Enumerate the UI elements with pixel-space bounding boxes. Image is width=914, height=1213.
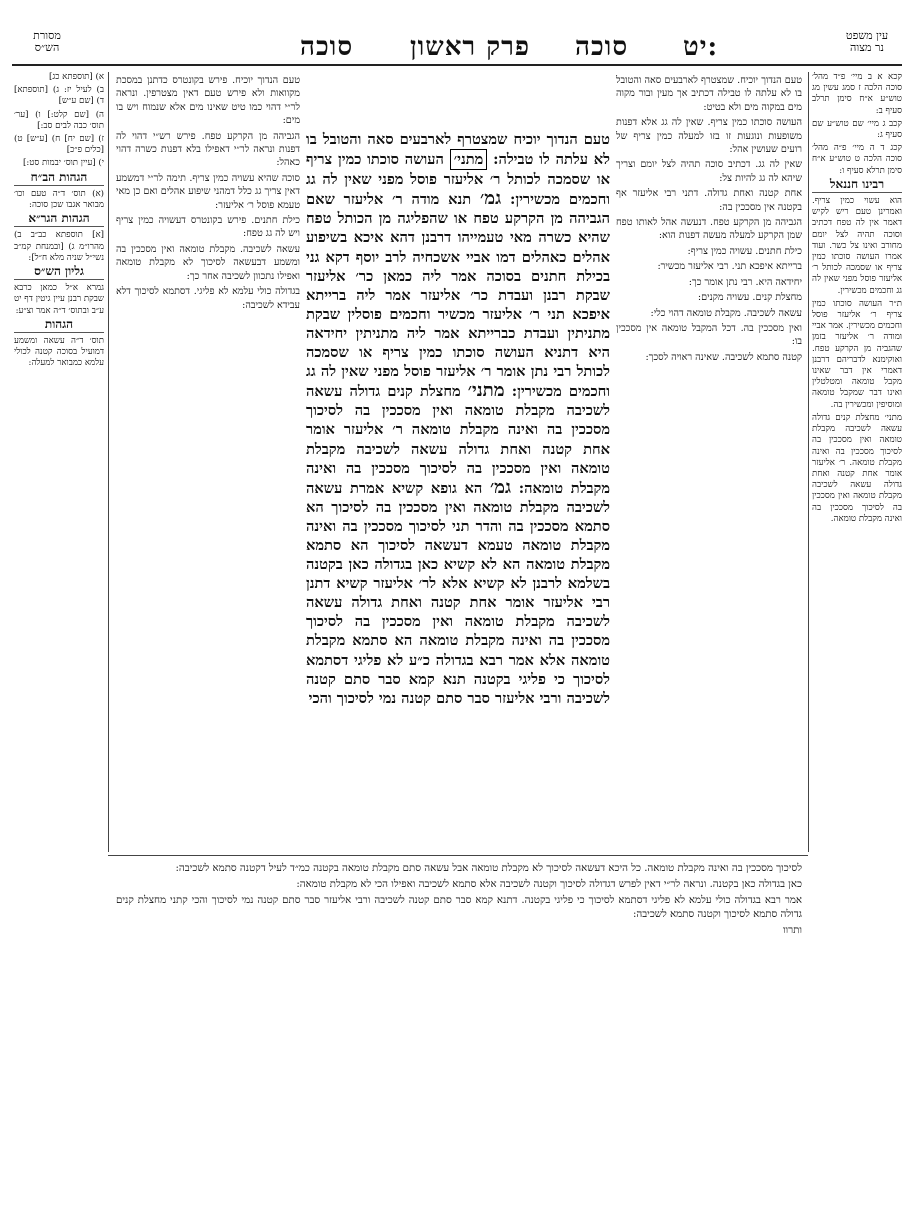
tractate-name-left: סוכה (300, 32, 354, 62)
tosafot-column (116, 74, 300, 852)
rashi-comment: הגביהה מן הקרקע טפח. דנעשה אהל לאותו טפח שמן הקרקע למעלה מעשה דפנות הוא: (616, 217, 802, 242)
rule-right-margin (808, 72, 809, 852)
ein-mishpat-label: עין משפט נר מצוה (845, 30, 889, 54)
mesoret-item: א) [תוספתא כג] (49, 72, 104, 82)
rashi-comment: מחצלת קנים. עשויה מקנים: (697, 292, 802, 304)
hagahot-text: תוס׳ ד״ה עשאה ומשמע דמועיל בסוכה קטנה לכולי עלמא כמבואר למעלה: (14, 336, 104, 369)
gemara-marker: גמ׳ (480, 188, 502, 210)
rule-left-margin (108, 72, 109, 852)
mishna-marker: מתני׳ (450, 149, 488, 170)
tosafot-comment: בגדולה כולי עלמא לא פליגי. דסתמא לסיכוך דלא עבידא לשכיבה: (116, 286, 300, 311)
gilyon-hashas-title: גליון הש״ס (14, 266, 104, 280)
rashi-comment: שאין לה גג. דכתיב סוכה תהיה לצל יומם וצריך שיהא לה גג להיות צל: (616, 159, 802, 184)
rashi-comment: קטנה סתמא לשכיבה. שאינה ראויה לסכך: (645, 351, 802, 363)
main-paragraph: מחצלת קנים גדולה עשאה לשכיבה מקבלת טומאה ואין מסככין בה לסיכוך מסככין בה ואינה מקבלת טומאה ר׳ אליעזר אומר אחת קטנה ואחת גדולה עשאה לשכיבה מקבלת טומאה ואין מסככין בה לסיכוך מסככין בה ואינה מקבלת טומאה: (306, 383, 610, 497)
hagahot-hagra-text: [א] תוספתא כב״ב ב) מהרו״מ ג) [ובמנחת קמ״ב נשי״ל שניה מלא ח״ל]: (14, 230, 104, 263)
footer-paragraph: לסיכוך מסככין בה ואינה מקבלת טומאה. כל היכא דעשאה לסיכוך לא מקבלת טומאה אבל עשאה סתם מקבלת טומאה בקטנה כמ״ד לעיל דקטנה סתמא לשכיבה: (175, 863, 802, 874)
mesoret-item: ז) [שם יח] ח) [ע״ש] ט) [כלים פ״כ] (14, 134, 104, 156)
rashi-column (616, 74, 802, 852)
footer-paragraph: כאן בגדולה כאן בקטנה. ונראה לר״י דאין לפרש דגדולה לסיכוך וקטנה לשכיבה אלא סתמא לשכיבה ואפילו הכי לא מקבלת טומאה: (296, 879, 802, 890)
ein-mishpat-entry: קכג ד ה מיי׳ פ״ה מהל׳ סוכה הלכה ט טוש״ע א״ח סימן תרלא סעיף ו: (812, 143, 902, 176)
rashi-comment: עשאה לשכיבה. מקבלת טומאה דהוי כלי: (650, 307, 802, 319)
mishna-marker-2: מתני׳ (467, 380, 505, 402)
rashi-comment: יחידאה היא. רבי נתן אומר כך: (688, 276, 802, 288)
footer-commentary (116, 862, 802, 1182)
rule-footer (108, 855, 808, 856)
rabbeinu-chananel-text: ת״ר העושה סוכתו כמין צריף ר׳ אליעזר פוסל וחכמים מכשירין. אמר אביי ומודה ר׳ אליעזר בזמן שהגביה מן הקרקע טפח. ואוקימנא לדבריהם דרבנן דאמרי אין דבר שאינו מקבל טומאה ומטלטלין ואינו דבר שמקבל טומאה ומוסיפין ומכשירין בה. (812, 298, 902, 410)
tosafot-comment: כילת חתנים. פירש בקונטרס דעשויה כמין צריף ויש לה גג טפח: (116, 215, 300, 240)
mesoret-list (14, 72, 104, 170)
tractate-name-right: סוכה (575, 32, 629, 62)
tosafot-comment: עשאה לשכיבה. מקבלת טומאה ואין מסככין בה ומשמע דבעשאה לסיכוך לא מקבלת טומאה ואפילו נתכוון לשכיבה אחר כך: (116, 243, 300, 282)
ein-mishpat-entry: קכא א ב מיי׳ פ״ד מהל׳ סוכה הלכה ז סמג עשין מג טוש״ע א״ח סימן תרלב סעיף ב: (812, 72, 902, 116)
right-margin-column (812, 72, 902, 852)
main-paragraph: הא גופא קשיא אמרת עשאה לשכיבה מקבלת טומאה ואין מסככין בה לסיכוך הא סתמא מסככין בה והדר תני לסיכוך מסככין בה ואינה מקבלת טומאה טעמא דעשאה לסיכוך הא סתמא מקבלת טומאה הא לא קשיא כאן בגדולה כאן בקטנה בשלמא לרבנן לא קשיא אלא לר׳ אליעזר קשיא דתנן רבי אליעזר אומר אחת קטנה ואחת גדולה עשאה לשכיבה מקבלת טומאה ואין מסככין בה לסיכוך מסככין בה ואינה מקבלת טומאה הא סתמא מקבלת טומאה אלא אמר רבא בגדולה כ״ע לא פליגי דסתמא לסיכוך כי פליגי בקטנה תנא קמא סבר סתם קטנה לשכיבה ורבי אליעזר סבר סתם קטנה נמי לסיכוך והכי (306, 479, 610, 707)
rabbeinu-chananel-title: רבינו חננאל (812, 179, 902, 193)
hagahot-hagra-title: הגהות הגר״א (14, 213, 104, 227)
hagahot-habach-text: (א) תוס׳ ד״ה טעם וכו׳ מבואר אגבו שכן סוכה: (14, 188, 104, 211)
mesoret-item: ה) [שם קלט:] ו) [ער׳ תוס׳ כבה לבים סב:] (14, 109, 104, 131)
rashi-comment: העושה סוכתו כמין צריף. שאין לה גג אלא דפנות משופעות ונוגעות זו בזו למעלה כמין צריף של רועים שעושין אהל: (616, 117, 802, 156)
rashi-comment: ברייתא איפכא תני. רבי אליעזר מכשיר: (657, 261, 802, 273)
hagahot-title: הגהות (14, 319, 104, 333)
rashi-comment: טעם הנדוך יוכיח. שמצטרף לארבעים סאה והטובל בו לא עלתה לו טבילה דכתיב אך מעין ובור מקוה מים במקוה מים ולא בטיט: (616, 75, 802, 113)
chapter-title: פרק ראשון (410, 32, 531, 62)
folio-number: יט: (683, 32, 719, 62)
tosafot-comment: הגביהה מן הקרקע טפח. פירש רש״י דהוי לה דפנות ונראה לר״י דאפילו בלא דפנות כשרה דהוי כאהל: (116, 130, 300, 169)
mesoret-item: י) [עיין תוס׳ יבמות סט:] (22, 158, 104, 169)
footer-end-word: ותרוו (782, 925, 802, 936)
ein-mishpat-entry: קכב ג מיי׳ שם טוש״ע שם סעיף ג: (812, 118, 902, 141)
main-paragraph: טעם הנדוך יוכיח שמצטרף לארבעים סאה והטובל בו לא עלתה לו טבילה: (306, 131, 610, 169)
rabbeinu-chananel-text: הוא עשוי כמין צריף. ואמרינן טעם ריש לקיש דאמר אין לה טפח דכתיב וסוכה תהיה לצל יומם מחורב ואינו צל כשר. ועוד אמרו העושה סוכתו כמין צריף או שסמכה לכותל ר׳ אליעזר פוסל מפני שאין לה גג וחכמים מכשירין. (812, 196, 902, 296)
gemara-marker-2: גמ׳ (489, 476, 512, 498)
left-margin-column (14, 72, 104, 852)
gemara-text (306, 130, 610, 852)
footer-paragraph: אמר רבא בגדולה כולי עלמא לא פליגי דסתמא לסיכוך כי פליגי בקטנה. דתנא קמא סבר סתם קטנה לשכיבה ורבי אליעזר סבר סתם קטנה נמי לסיכוך והכי קתני מחצלת קנים גדולה סתמא לסיכוך וקטנה סתמא לשכיבה: (116, 895, 802, 920)
mesoret-item: ב) לעיל יז: ג) [תוספתא] ד) [שם ע״ש] (14, 85, 104, 107)
gilyon-hashas-text: גמרא א״ל כמאן כרבא שבקת רבנן עיין גיטין דף יט ע״ב ובתוס׳ ד״ה אמר וצ״ע: (14, 283, 104, 316)
rashi-comment: אחת קטנה ואחת גדולה. דתני רבי אליעזר אף בקטנה אין מסככין בה: (616, 188, 802, 213)
tosafot-comment: סוכה שהיא עשויה כמין צריף. תימה לר״י דמשמע דאין צריך גג כלל דמהני שיפוע אהלים ואם כן מאי טעמא פוסל ר׳ אליעזר: (116, 172, 300, 211)
mesoret-label: מסורת הש״ס (33, 30, 61, 54)
main-paragraph: העושה סוכתו כמין צריף או שסמכה לכותל ר׳ אליעזר פוסל מפני שאין לה גג וחכמים מכשירין: (306, 151, 610, 209)
rabbeinu-chananel-text: מתני׳ מחצלת קנים גדולה עשאה לשכיבה מקבלת טומאה ואין מסככין בה לסיכוך מסככין בה ואינה מקבלת טומאה. ר׳ אליעזר אומר אחת קטנה ואחת גדולה עשאה לשכיבה מקבלת טומאה ואין מסככין בה לסיכוך מסככין בה ואינה מקבלת טומאה. (812, 412, 902, 524)
rashi-comment: ואין מסככין בה. דכל המקבל טומאה אין מסככין בו: (616, 322, 802, 348)
hagahot-habach-title: הגהות הב״ח (14, 172, 104, 186)
main-paragraph: תנא מודה ר׳ אליעזר שאם הגביהה מן הקרקע טפח או שהפליגה מן הכותל טפח שהיא כשרה מאי טעמייהו דרבנן דהא איכא בשיפוע אהלים כאהלים דמו אביי אשכחיה לרב יוסף דקא גני בכילת חתנים בסוכה אמר ליה כמאן כר׳ אליעזר שבקת רבנן ועבדת כר׳ אליעזר אמר ליה ברייתא איפכא תני ר׳ אליעזר מכשיר וחכמים פוסלין שבקת מתניתין ועבדת כברייתא אמר ליה מתניתין יחידאה היא דתניא העושה סוכתו כמין צריף או שסמכה לכותל רבי נתן אומר ר׳ אליעזר פוסל מפני שאין לה גג וחכמים מכשירין: (306, 191, 610, 401)
tosafot-comment: טעם הנדוך יוכיח. פירש בקונטרס כדתנן במסכת מקוואות ולא פירש טעם דאין מצטרפין. ונראה לר״י דהוי כמו טיט שאינו מים אלא שנמוח ויש בו מים: (116, 75, 300, 127)
rashi-comment: כילת חתנים. עשויה כמין צריף: (687, 245, 802, 257)
